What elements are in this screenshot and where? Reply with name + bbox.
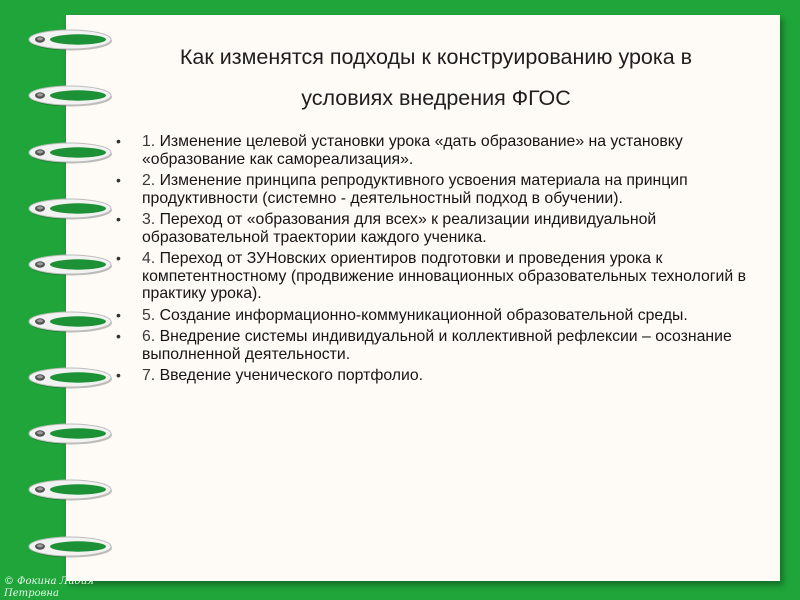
bullet-icon: • — [116, 306, 121, 323]
notebook-ring-icon — [28, 478, 114, 502]
item-text: Изменение целевой установки урока «дать образование» на установку «образование как самореализация». — [142, 133, 683, 168]
list-item — [106, 307, 766, 325]
notebook-ring-icon — [28, 253, 114, 277]
item-text: Переход от «образования для всех» к реализации индивидуальной образовательной траектории каждого ученика. — [142, 211, 657, 246]
slide-title-line-1: Как изменятся подходы к конструированию урока в — [179, 45, 693, 69]
notebook-ring-icon — [28, 197, 114, 221]
item-text: Создание информационно-коммуникационной образовательной среды. — [159, 306, 688, 324]
item-text: Введение ученического портфолио. — [159, 367, 423, 384]
list-item — [106, 367, 766, 385]
notebook-ring-icon — [28, 366, 114, 390]
binder-rings — [0, 0, 120, 600]
item-number: 5. — [142, 306, 156, 324]
item-text: Переход от ЗУНовских ориентиров подготовки и проведения урока к компетентностному (продвижение инновационных образовательных технологий в практику урока). — [142, 250, 746, 302]
list-item — [106, 328, 766, 363]
author-credit-line-1: © Фокина Лидия — [4, 576, 94, 587]
item-text: Изменение принципа репродуктивного усвоения материала на принцип продуктивности (системно - деятельностный подход в обучении). — [142, 172, 688, 207]
bullet-icon: • — [116, 367, 121, 383]
bullet-icon: • — [116, 328, 121, 344]
bullet-icon: • — [116, 172, 121, 188]
item-number: 7. — [142, 367, 156, 384]
item-text: Внедрение системы индивидуальной и коллективной рефлексии – осознание выполненной деятельности. — [142, 328, 732, 363]
item-number: 2. — [142, 172, 156, 189]
author-credit — [4, 576, 94, 600]
list-item — [106, 250, 766, 303]
list-item — [106, 211, 766, 246]
notebook-ring-icon — [28, 28, 114, 52]
list-item — [106, 172, 766, 207]
item-number: 4. — [142, 250, 156, 267]
bullet-icon: • — [116, 250, 121, 266]
item-number: 6. — [142, 328, 156, 345]
item-number: 1. — [142, 133, 156, 150]
list-item — [106, 133, 766, 168]
notebook-page — [66, 15, 780, 581]
notebook-ring-icon — [28, 535, 114, 559]
bullet-icon: • — [116, 133, 121, 149]
bullet-icon: • — [116, 211, 121, 227]
notebook-ring-icon — [28, 141, 114, 165]
notebook-ring-icon — [28, 310, 114, 334]
notebook-ring-icon — [28, 84, 114, 108]
author-credit-line-2: Петровна — [4, 588, 59, 599]
slide-title — [106, 37, 766, 119]
notebook-ring-icon — [28, 422, 114, 446]
slide-title-line-2: условиях внедрения ФГОС — [301, 86, 571, 110]
item-number: 3. — [142, 211, 156, 228]
approach-list — [106, 133, 766, 389]
